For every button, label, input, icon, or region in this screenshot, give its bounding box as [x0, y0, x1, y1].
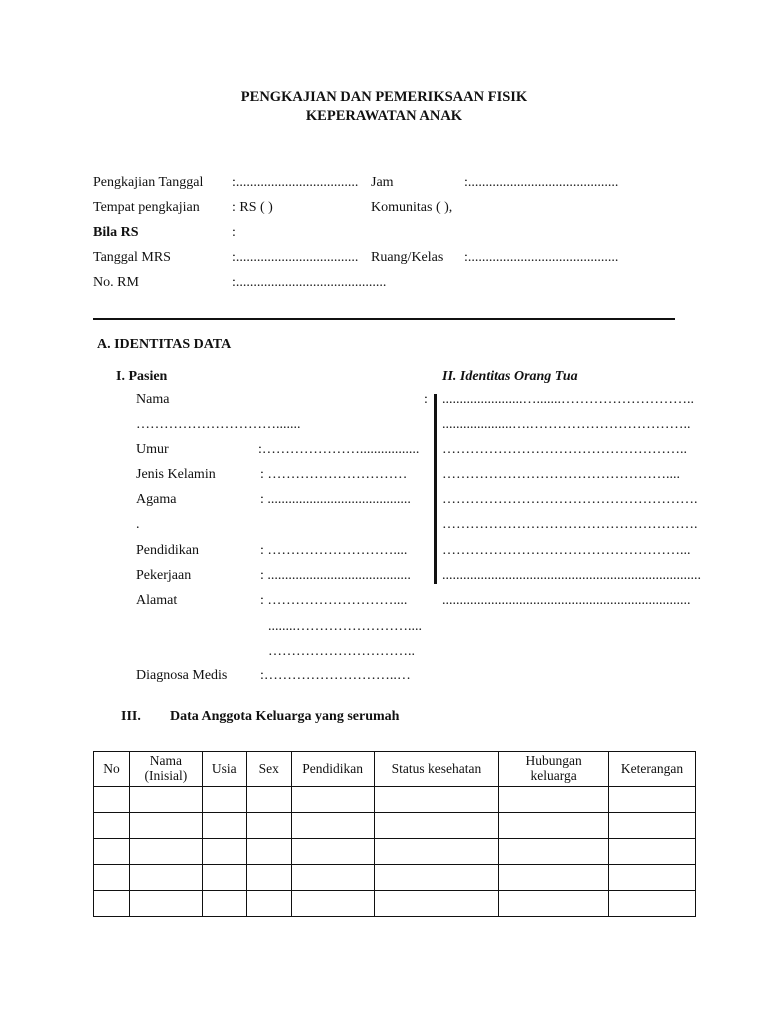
nama-colon: : [424, 392, 428, 407]
table-cell[interactable] [499, 839, 609, 865]
jam-label: Jam [371, 175, 394, 190]
table-row [94, 839, 696, 865]
rm-field[interactable]: :........................................... [232, 275, 387, 290]
table-row [94, 891, 696, 917]
table-cell[interactable] [374, 787, 499, 813]
ruang-label: Ruang/Kelas [371, 250, 444, 265]
ortu-field[interactable]: …………………………………………….. [442, 442, 687, 457]
table-cell[interactable] [374, 865, 499, 891]
section-a-heading: A. IDENTITAS DATA [97, 337, 232, 352]
diagnosa-label: Diagnosa Medis [136, 668, 228, 683]
family-members-table [93, 751, 696, 917]
table-cell[interactable] [202, 787, 246, 813]
ortu-field[interactable]: ………………………………………………. [442, 517, 698, 532]
table-cell[interactable] [609, 813, 696, 839]
table-cell[interactable] [374, 813, 499, 839]
table-cell[interactable] [609, 891, 696, 917]
komunitas-option[interactable]: Komunitas ( ), [371, 200, 453, 215]
ortu-field[interactable]: ……………………………………………... [442, 543, 691, 558]
section-3-heading: Data Anggota Keluarga yang serumah [170, 709, 400, 724]
mrs-label: Tanggal MRS [93, 250, 171, 265]
table-cell[interactable] [609, 839, 696, 865]
nama-label: Nama [136, 392, 170, 407]
table-cell[interactable] [499, 813, 609, 839]
table-cell[interactable] [246, 813, 291, 839]
table-header-cell: Nama (Inisial) [129, 752, 202, 787]
table-cell[interactable] [246, 865, 291, 891]
table-header-cell: No [94, 752, 130, 787]
pasien-heading: I. Pasien [116, 369, 168, 384]
table-cell[interactable] [129, 865, 202, 891]
table-row [94, 813, 696, 839]
table-cell[interactable] [202, 865, 246, 891]
table-cell[interactable] [202, 813, 246, 839]
section-3-number: III. [121, 709, 141, 724]
tempat-label: Tempat pengkajian [93, 200, 200, 215]
table-row [94, 865, 696, 891]
table-header-cell: Keterangan [609, 752, 696, 787]
alamat-label: Alamat [136, 593, 178, 608]
table-cell[interactable] [94, 787, 130, 813]
ortu-field[interactable]: ....................................................................... [442, 593, 691, 608]
ortu-field[interactable]: ....................….…………………………….. [442, 417, 691, 432]
table-cell[interactable] [129, 839, 202, 865]
ortu-field[interactable]: ………………………………………………. [442, 492, 698, 507]
table-header-cell: Sex [246, 752, 291, 787]
umur-field[interactable]: :…………………................. [258, 442, 420, 457]
ruang-field[interactable]: :........................................... [464, 250, 619, 265]
table-cell[interactable] [499, 865, 609, 891]
table-cell[interactable] [129, 891, 202, 917]
table-cell[interactable] [609, 865, 696, 891]
jenis-kelamin-label: Jenis Kelamin [136, 467, 216, 482]
pekerjaan-label: Pekerjaan [136, 568, 192, 583]
table-cell[interactable] [94, 891, 130, 917]
table-header-cell: Hubungan keluarga [499, 752, 609, 787]
table-cell[interactable] [129, 787, 202, 813]
table-cell[interactable] [94, 813, 130, 839]
table-cell[interactable] [129, 813, 202, 839]
pendidikan-label: Pendidikan [136, 543, 199, 558]
table-cell[interactable] [94, 865, 130, 891]
document-title-line2: KEPERAWATAN ANAK [305, 108, 463, 124]
pekerjaan-field[interactable]: : ......................................... [260, 568, 411, 583]
table-cell[interactable] [499, 787, 609, 813]
pendidikan-field[interactable]: : ……………………….... [260, 543, 408, 558]
table-cell[interactable] [291, 891, 374, 917]
umur-label: Umur [136, 442, 169, 457]
tanggal-field[interactable]: :................................... [232, 175, 359, 190]
table-header-cell: Pendidikan [291, 752, 374, 787]
column-divider [434, 394, 437, 584]
table-cell[interactable] [291, 865, 374, 891]
alamat-field-cont1[interactable]: ........…………………….... [268, 619, 422, 634]
table-cell[interactable] [291, 813, 374, 839]
ortu-field[interactable]: .......................….......……………………….. [442, 392, 694, 407]
table-cell[interactable] [499, 891, 609, 917]
bila-rs-field: : [232, 225, 236, 240]
tempat-rs-option[interactable]: : RS ( ) [232, 200, 273, 215]
agama-label: Agama [136, 492, 177, 507]
jenis-kelamin-field[interactable]: : ………………………… [260, 467, 408, 482]
mrs-field[interactable]: :................................... [232, 250, 359, 265]
rm-label: No. RM [93, 275, 139, 290]
table-cell[interactable] [291, 839, 374, 865]
jam-field[interactable]: :........................................... [464, 175, 619, 190]
alamat-field[interactable]: : ……………………….... [260, 593, 408, 608]
table-cell[interactable] [246, 787, 291, 813]
table-cell[interactable] [202, 839, 246, 865]
tanggal-label: Pengkajian Tanggal [93, 175, 204, 190]
agama-field-cont: . [136, 517, 140, 532]
section-divider [93, 318, 675, 320]
table-cell[interactable] [246, 839, 291, 865]
table-header-cell: Usia [202, 752, 246, 787]
table-cell[interactable] [202, 891, 246, 917]
alamat-field-cont2[interactable]: ………………………….. [268, 644, 415, 659]
ortu-heading: II. Identitas Orang Tua [442, 369, 578, 384]
document-title-line1: PENGKAJIAN DAN PEMERIKSAAN FISIK [240, 89, 528, 105]
diagnosa-field[interactable]: :………………………..… [260, 668, 411, 683]
agama-field[interactable]: : ......................................... [260, 492, 411, 507]
ortu-field[interactable]: .......................................................................... [442, 568, 701, 583]
table-cell[interactable] [374, 891, 499, 917]
table-cell[interactable] [246, 891, 291, 917]
table-cell[interactable] [609, 787, 696, 813]
table-header-cell: Status kesehatan [374, 752, 499, 787]
table-cell[interactable] [291, 787, 374, 813]
table-cell[interactable] [374, 839, 499, 865]
ortu-field[interactable]: ………………………………………….... [442, 467, 680, 482]
table-row [94, 787, 696, 813]
nama-field[interactable]: …………………………....... [136, 417, 301, 432]
bila-rs-label: Bila RS [93, 225, 139, 240]
table-cell[interactable] [94, 839, 130, 865]
